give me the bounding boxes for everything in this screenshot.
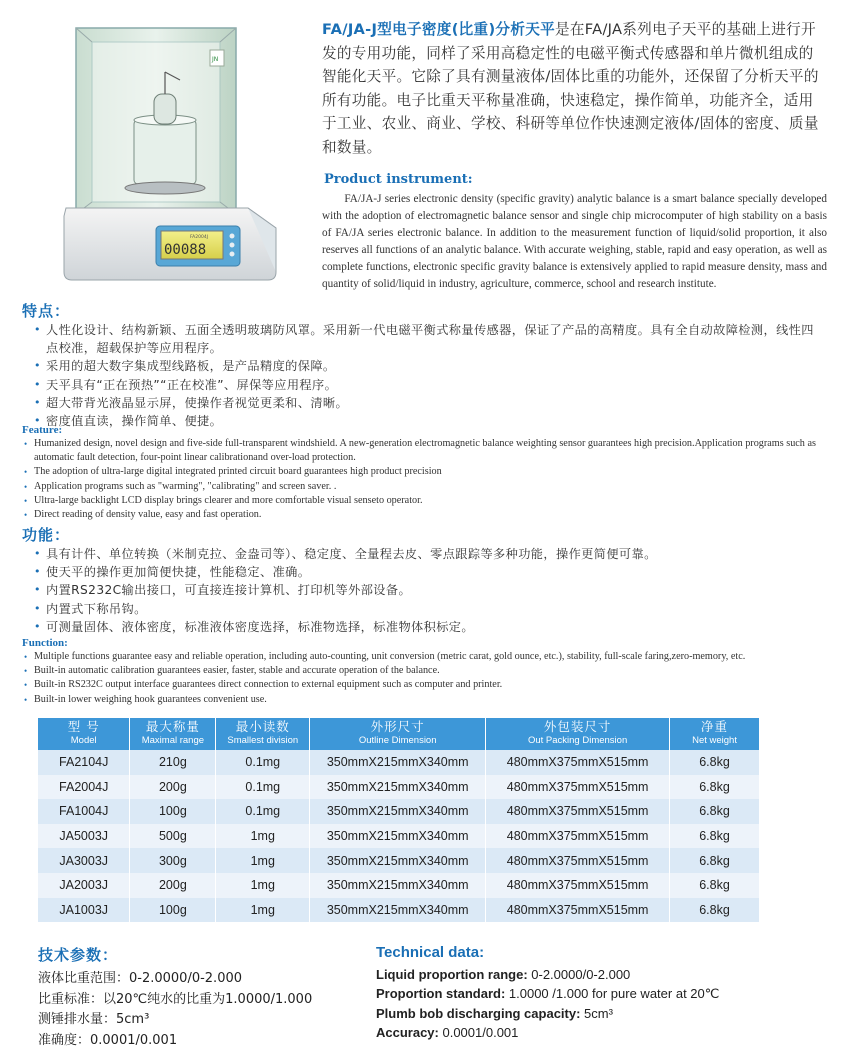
list-item: 测锤排水量：5cm³	[38, 1012, 150, 1027]
cell-weight: 6.8kg	[670, 898, 760, 923]
product-image	[62, 22, 292, 290]
list-item: • 天平具有“正在预热”“正在校准”、屏保等应用程序。	[34, 376, 819, 394]
list-item: • 使天平的操作更加简便快捷，性能稳定、准确。	[34, 563, 819, 581]
list-item: 比重标准：以20℃纯水的比重为1.0000/1.000	[38, 991, 313, 1007]
list-item: • 可测量固体、液体密度，标准液体密度选择，标准物选择，标准物体积标定。	[34, 618, 819, 636]
cell-division: 0.1mg	[216, 799, 310, 824]
cell-max-range: 100g	[130, 799, 216, 824]
functions-cn-list	[34, 545, 819, 636]
cell-outline: 350mmX215mmX340mm	[310, 898, 486, 923]
header-max-range: 最大称量 Maximal range	[130, 718, 216, 750]
cell-division: 1mg	[216, 898, 310, 923]
list-item: • Built-in RS232C output interface guarantees direct connection to external equipment such as computer and printer.	[24, 678, 824, 692]
cell-max-range: 210g	[130, 750, 216, 775]
header-model: 型 号 Model	[38, 718, 130, 750]
tech-params-cn	[38, 944, 312, 1051]
cell-model: JA1003J	[38, 898, 130, 923]
cell-outline: 350mmX215mmX340mm	[310, 873, 486, 898]
table-row	[38, 898, 760, 923]
cell-max-range: 100g	[130, 898, 216, 923]
list-item: Proportion standard: 1.0000 /1.000 for pure water at 20℃	[376, 986, 720, 1002]
list-item: • Built-in lower weighing hook guarantees convenient use.	[24, 693, 824, 707]
functions-en-list	[24, 650, 824, 707]
spec-table	[38, 718, 760, 922]
tech-data-en	[376, 944, 719, 1042]
cell-packing: 480mmX375mmX515mm	[486, 824, 670, 849]
cell-model: FA1004J	[38, 799, 130, 824]
list-item: • Ultra-large backlight LCD display brings clearer and more comfortable visual senseto operator.	[24, 494, 824, 508]
intro-cn-text: 是在FA/JA系列电子天平的基础上进行开发的专用功能，同样了采用高稳定性的电磁平衡式传感器和单片微机组成的智能化天平。它除了具有测量液体/固体比重的功能外，还保留了分析天平的所有功能。电子比重天平称量准确，快速稳定，操作简单，功能齐全，适用于工业、农业、商业、学校、科研等单位作快速测定液体/固体的密度、质量和数量。	[322, 21, 819, 156]
cell-packing: 480mmX375mmX515mm	[486, 799, 670, 824]
list-item: • 采用的超大数字集成型线路板，是产品精度的保障。	[34, 357, 819, 375]
cell-division: 1mg	[216, 848, 310, 873]
list-item: • 具有计件、单位转换（米制克拉、金盎司等）、稳定度、全量程去皮、零点跟踪等多种功能，操作更简便可靠。	[34, 545, 819, 563]
cell-max-range: 200g	[130, 775, 216, 800]
cell-outline: 350mmX215mmX340mm	[310, 750, 486, 775]
features-cn-list	[34, 321, 819, 430]
list-item: • The adoption of ultra-large digital integrated printed circuit board guarantees high product precision	[24, 465, 824, 479]
list-item: • Application programs such as "warming", "calibrating" and screen saver. .	[24, 480, 824, 494]
table-row	[38, 848, 760, 873]
table-row	[38, 799, 760, 824]
cell-max-range: 200g	[130, 873, 216, 898]
cell-packing: 480mmX375mmX515mm	[486, 898, 670, 923]
intro-english: FA/JA-J series electronic density (specific gravity) analytic balance is a smart balance specially developed with the adoption of electromagnetic balance sensor and single chip microcomputer of high stability on a basis of FA/JA series electronic balance. In addition to the measurement function of liquid/solid proportion, it also reserves all functions of an analytic balance. With accurate weighing, stable, rapid and easy operation, as well as complete functions, electronic specific gravity balance is extensively applied to rapid measure density, mass and quantity of solid/liquid in industry, agriculture, commerce, school and research institute.	[322, 193, 827, 290]
list-item: • Direct reading of density value, easy and fast operation.	[24, 508, 824, 522]
list-item: Accuracy: 0.0001/0.001	[376, 1024, 519, 1040]
cell-packing: 480mmX375mmX515mm	[486, 873, 670, 898]
cell-model: JA3003J	[38, 848, 130, 873]
tech-cn-title: 技术参数：	[38, 946, 119, 964]
cell-packing: 480mmX375mmX515mm	[486, 775, 670, 800]
list-item: • 密度值直读，操作简单、便捷。	[34, 412, 819, 430]
header-smallest-division: 最小读数 Smallest division	[216, 718, 310, 750]
features-en-title: Feature:	[22, 424, 63, 436]
cell-division: 0.1mg	[216, 750, 310, 775]
cell-outline: 350mmX215mmX340mm	[310, 824, 486, 849]
cell-division: 1mg	[216, 824, 310, 849]
table-row	[38, 775, 760, 800]
functions-en-title: Function:	[22, 637, 68, 649]
list-item: • Multiple functions guarantee easy and reliable operation, including auto-counting, unit conversion (metric carat, gold ounce, etc.), stability, full-scale faring,zero-memory, etc.	[24, 650, 824, 664]
table-row	[38, 873, 760, 898]
cell-division: 1mg	[216, 873, 310, 898]
functions-cn-title: 功能：	[22, 526, 71, 544]
intro-chinese	[322, 18, 827, 159]
list-item: 准确度：0.0001/0.001	[38, 1032, 178, 1048]
header-packing-dimension: 外包装尺寸 Out Packing Dimension	[486, 718, 670, 750]
list-item: • Humanized design, novel design and five-side full-transparent windshield. A new-generation electromagnetic balance weighting sensor guarantees high precision.Application programs such as automatic fault detection, four-point linear calibrationand over-load protection.	[24, 437, 824, 465]
cell-weight: 6.8kg	[670, 873, 760, 898]
cell-model: JA5003J	[38, 824, 130, 849]
cell-weight: 6.8kg	[670, 824, 760, 849]
cell-outline: 350mmX215mmX340mm	[310, 848, 486, 873]
table-header-row	[38, 718, 760, 750]
list-item: • 内置RS232C输出接口，可直接连接计算机、打印机等外部设备。	[34, 581, 819, 599]
features-en-list	[24, 437, 824, 522]
list-item: Liquid proportion range: 0-2.0000/0-2.000	[376, 967, 631, 982]
cell-packing: 480mmX375mmX515mm	[486, 750, 670, 775]
table-row	[38, 824, 760, 849]
list-item: • 内置式下称吊钩。	[34, 600, 819, 618]
intro-highlight: FA/JA-J型电子密度(比重)分析天平	[322, 21, 556, 38]
tech-en-title: Technical data:	[376, 944, 485, 961]
lcd-model: FA2004J	[190, 235, 209, 240]
lcd-readout: 00088	[164, 242, 207, 258]
list-item: Plumb bob discharging capacity: 5cm³	[376, 1005, 613, 1021]
product-instrument-title: Product instrument:	[324, 172, 473, 187]
cell-max-range: 500g	[130, 824, 216, 849]
cell-division: 0.1mg	[216, 775, 310, 800]
cell-packing: 480mmX375mmX515mm	[486, 848, 670, 873]
cell-weight: 6.8kg	[670, 750, 760, 775]
cell-weight: 6.8kg	[670, 775, 760, 800]
table-row	[38, 750, 760, 775]
cell-weight: 6.8kg	[670, 799, 760, 824]
cell-outline: 350mmX215mmX340mm	[310, 775, 486, 800]
cell-model: JA2003J	[38, 873, 130, 898]
cell-model: FA2104J	[38, 750, 130, 775]
list-item: • Built-in automatic calibration guarantees easier, faster, stable and accurate operation of the balance.	[24, 664, 824, 678]
header-outline-dimension: 外形尺寸 Outline Dimension	[310, 718, 486, 750]
header-net-weight: 净重 Net weight	[670, 718, 760, 750]
logo-text: JN	[212, 56, 219, 63]
list-item: • 超大带背光液晶显示屏，使操作者视觉更柔和、清晰。	[34, 394, 819, 412]
list-item: • 人性化设计、结构新颖、五面全透明玻璃防风罩。采用新一代电磁平衡式称量传感器，保证了产品的高精度。具有全自动故障检测，线性四点校准，超载保护等应用程序。	[34, 321, 819, 357]
cell-model: FA2004J	[38, 775, 130, 800]
features-cn-title: 特点：	[22, 302, 71, 320]
cell-outline: 350mmX215mmX340mm	[310, 799, 486, 824]
list-item: 液体比重范围：0-2.0000/0-2.000	[38, 971, 243, 986]
cell-max-range: 300g	[130, 848, 216, 873]
cell-weight: 6.8kg	[670, 848, 760, 873]
